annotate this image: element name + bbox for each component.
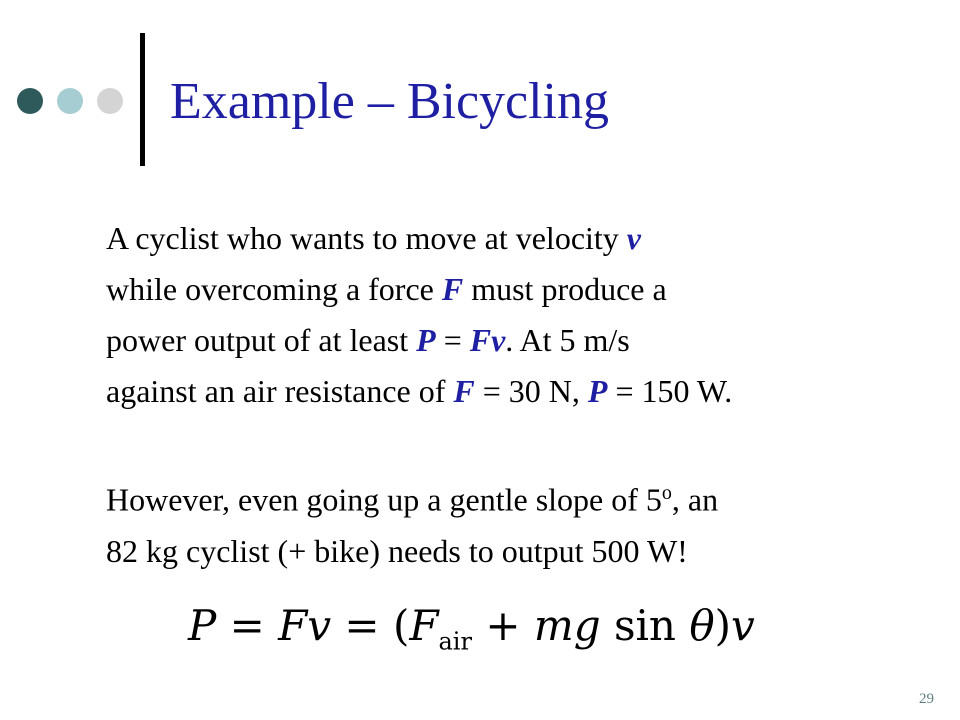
decorative-dot-dark-icon bbox=[17, 88, 43, 114]
eq-symbol: F bbox=[409, 601, 439, 650]
decorative-dot-gray-icon bbox=[97, 88, 123, 114]
slide-body bbox=[106, 213, 956, 577]
text-span: = 150 W. bbox=[607, 373, 733, 409]
text-span: while overcoming a force bbox=[106, 271, 442, 307]
decorative-dot-teal-icon bbox=[57, 88, 83, 114]
text-span: A cyclist who wants to move at velocity bbox=[106, 220, 627, 256]
variable-P: P bbox=[587, 373, 608, 409]
eq-symbol: θ bbox=[689, 601, 715, 650]
page-number: 29 bbox=[919, 691, 934, 707]
text-span: must produce a bbox=[463, 271, 667, 307]
eq-symbol: = ( bbox=[331, 601, 410, 650]
variable-F: F bbox=[453, 373, 475, 409]
eq-symbol: ) bbox=[714, 601, 732, 650]
eq-symbol: v bbox=[307, 601, 332, 650]
body-line: 82 kg cyclist (+ bike) needs to output 500 W! bbox=[106, 532, 688, 569]
variable-F: F bbox=[441, 271, 464, 307]
eq-symbol: + bbox=[471, 601, 534, 650]
text-span: However, even going up a gentle slope of 5 bbox=[106, 481, 662, 518]
text-span: against an air resistance of bbox=[106, 373, 454, 409]
body-line bbox=[106, 315, 956, 366]
text-span: power output of at least bbox=[106, 322, 417, 358]
text-span: . At 5 m/s bbox=[505, 322, 630, 358]
eq-symbol: mg bbox=[533, 601, 601, 650]
body-line bbox=[106, 264, 956, 315]
paragraph-gap bbox=[106, 417, 956, 468]
text-span: = 30 N, bbox=[474, 373, 588, 409]
power-equation bbox=[188, 598, 755, 669]
text-span: , an bbox=[671, 481, 719, 518]
body-line bbox=[106, 213, 956, 264]
eq-symbol: sin bbox=[600, 601, 690, 650]
eq-symbol: = bbox=[216, 601, 279, 650]
variable-v: v bbox=[626, 220, 641, 256]
eq-symbol: P bbox=[188, 601, 217, 650]
eq-subscript: air bbox=[438, 627, 472, 656]
eq-symbol: F bbox=[278, 601, 308, 650]
variable-P: P bbox=[416, 322, 436, 358]
slide-title: Example – Bicycling bbox=[170, 73, 610, 130]
title-divider bbox=[140, 33, 145, 166]
body-line bbox=[106, 366, 956, 417]
body-line bbox=[106, 468, 956, 526]
degree-superscript: o bbox=[661, 482, 672, 504]
variable-Fv: Fv bbox=[469, 322, 506, 358]
text-span: = bbox=[435, 322, 470, 358]
eq-symbol: v bbox=[731, 601, 755, 650]
